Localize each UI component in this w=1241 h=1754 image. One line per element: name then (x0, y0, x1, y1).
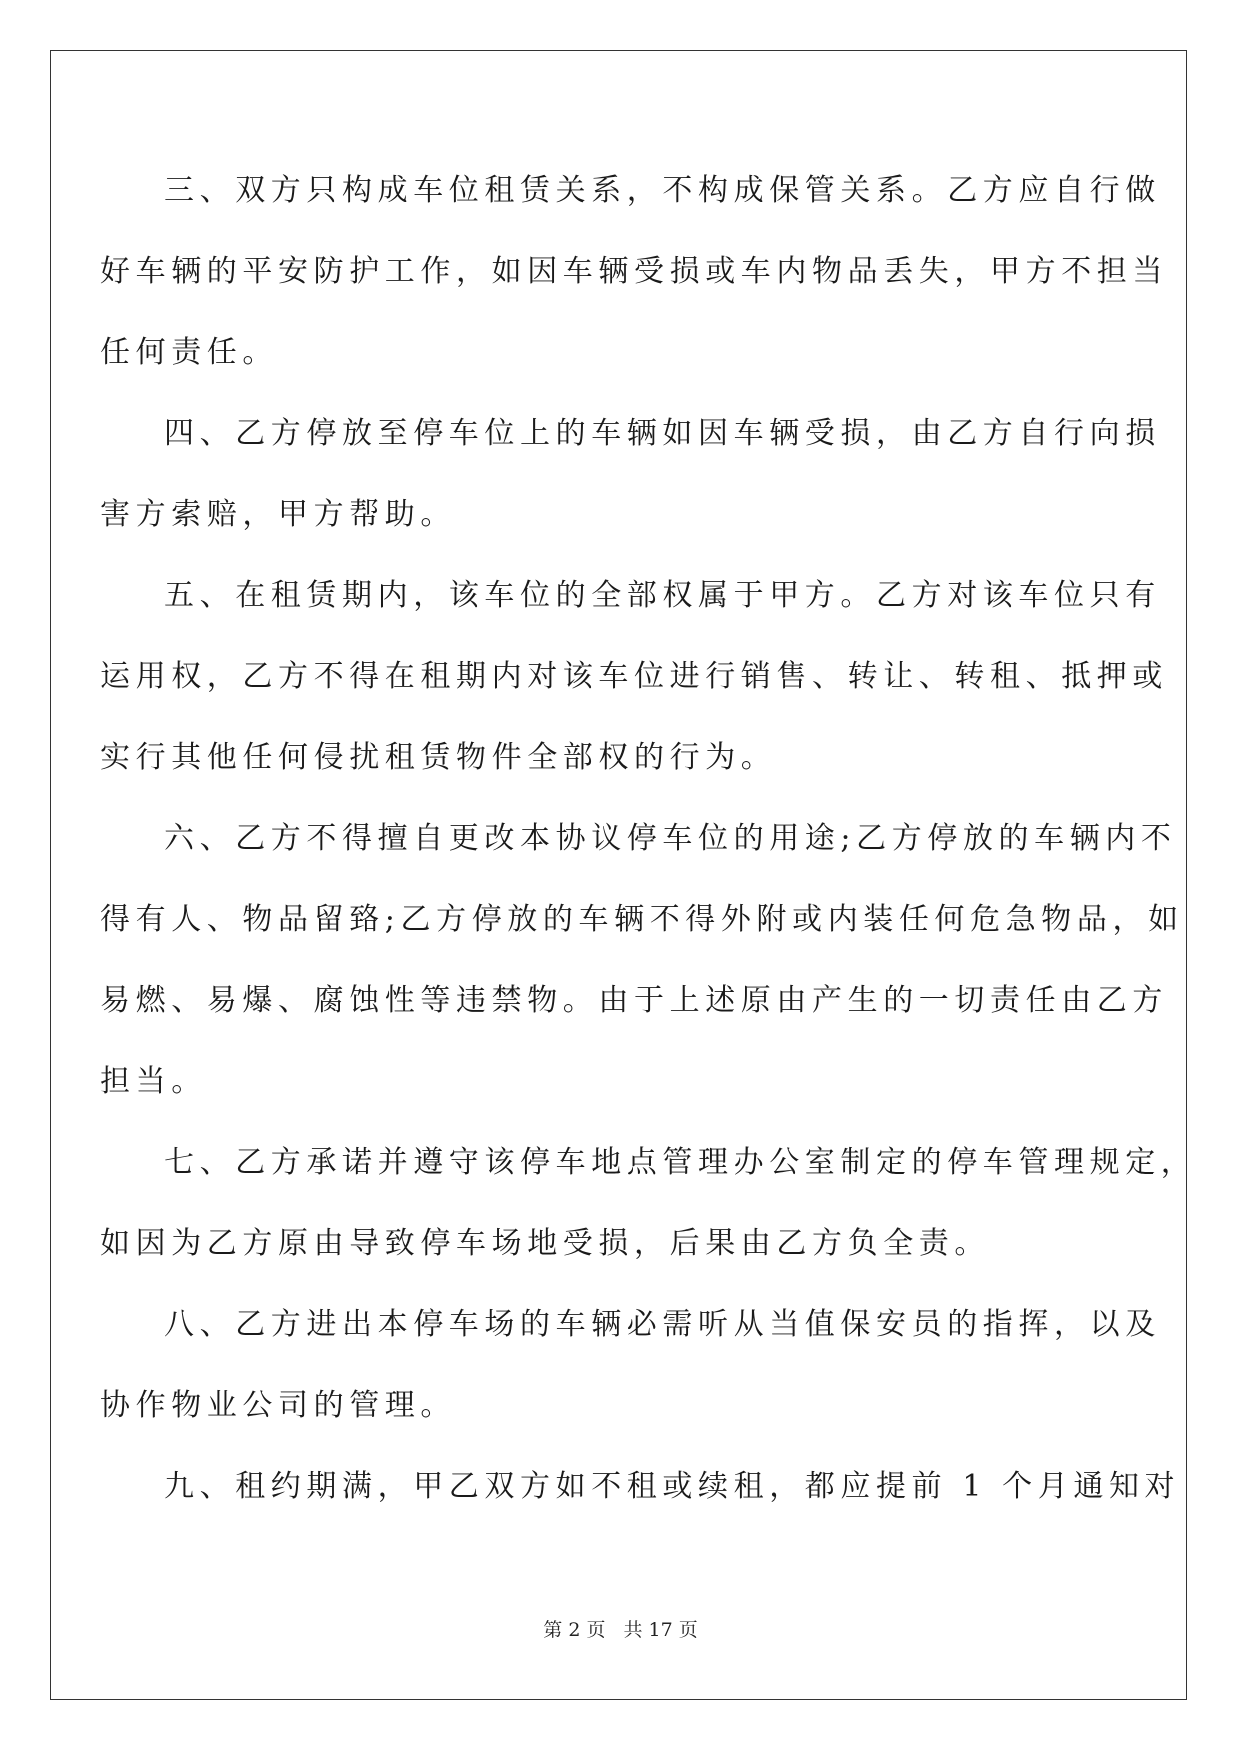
text-line: 五、在租赁期内，该车位的全部权属于甲方。乙方对该车位只有 (164, 578, 1161, 613)
clause-4 (100, 393, 1161, 555)
clause-3 (100, 150, 1168, 393)
page-total: 共 17 页 (623, 1619, 698, 1641)
text-line: 如因为乙方原由导致停车场地受损，后果由乙方负全责。 (100, 1226, 990, 1261)
clause-5 (100, 555, 1168, 798)
text-line: 害方索赔，甲方帮助。 (100, 497, 456, 532)
text-line: 九、租约期满，甲乙双方如不租或续租，都应提前 1 个月通知对 (164, 1469, 1181, 1504)
page-footer (0, 1615, 1241, 1642)
clause-9 (100, 1446, 1181, 1527)
text-line: 六、乙方不得擅自更改本协议停车位的用途;乙方停放的车辆内不 (164, 821, 1177, 856)
text-line: 易燃、易爆、腐蚀性等违禁物。由于上述原由产生的一切责任由乙方 (100, 983, 1168, 1018)
text-line: 四、乙方停放至停车位上的车辆如因车辆受损，由乙方自行向损 (164, 416, 1161, 451)
text-line: 实行其他任何侵扰租赁物件全部权的行为。 (100, 740, 777, 775)
text-line: 任何责任。 (100, 335, 278, 370)
text-line: 好车辆的平安防护工作，如因车辆受损或车内物品丢失，甲方不担当 (100, 254, 1168, 289)
text-line: 三、双方只构成车位租赁关系，不构成保管关系。乙方应自行做 (164, 173, 1161, 208)
page-number: 第 2 页 (543, 1619, 606, 1641)
clause-8 (100, 1284, 1161, 1446)
text-line: 担当。 (100, 1064, 207, 1099)
text-line: 八、乙方进出本停车场的车辆必需听从当值保安员的指挥，以及 (164, 1307, 1161, 1342)
clause-7 (100, 1122, 1197, 1284)
text-line: 得有人、物品留臵;乙方停放的车辆不得外附或内装任何危急物品，如 (100, 902, 1184, 937)
text-line: 协作物业公司的管理。 (100, 1388, 456, 1423)
text-line: 运用权，乙方不得在租期内对该车位进行销售、转让、转租、抵押或 (100, 659, 1168, 694)
text-line: 七、乙方承诺并遵守该停车地点管理办公室制定的停车管理规定， (164, 1145, 1197, 1180)
document-body (100, 150, 1197, 1527)
clause-6 (100, 798, 1184, 1122)
